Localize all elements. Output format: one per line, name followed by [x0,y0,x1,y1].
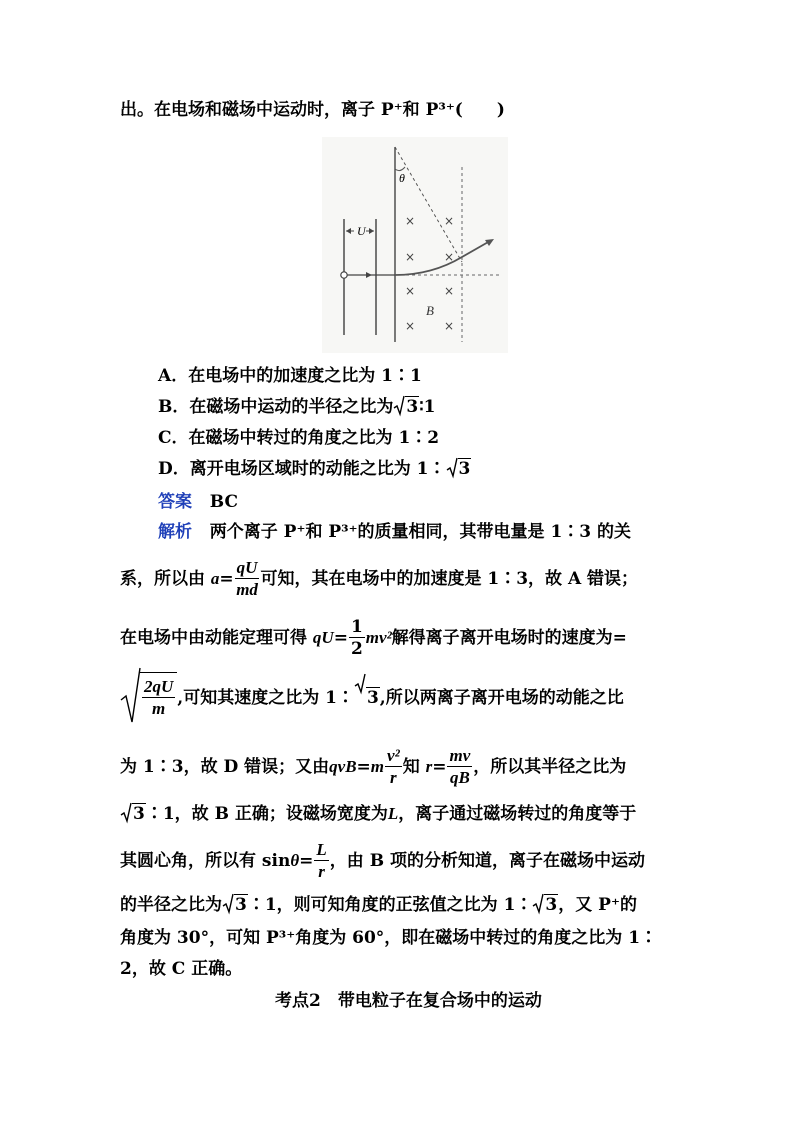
analysis-line-7: 其圆心角，所以有 sinθ= $\frac{L}{r}$ ，由 B 项的分析知道，离子在磁场中运动 [120,840,645,881]
sqrt-symbol: 3 [222,893,248,917]
section-title: 考点2 带电粒子在复合场中的运动 [275,991,542,1011]
answer-value: BC [209,492,238,512]
analysis-line-9: 角度为 30°，可知 P³⁺角度为 60°，即在磁场中转过的角度之比为 1∶ [120,928,658,948]
option-c: C．在磁场中转过的角度之比为 1∶2 [158,428,440,448]
sqrt-symbol: 3 [354,673,380,723]
fraction: $\frac{1}{2}$ [350,617,363,659]
option-d: D．离开电场区域时的动能之比为 1∶ 3 [158,459,471,479]
analysis-line-6: 3∶1，故 B 正确；设磁场宽度为L，离子通过磁场转过的角度等于 [120,802,636,826]
analysis-line-10: 2，故 C 正确。 [120,959,243,979]
analysis-line-1: 解析 两个离子 P⁺和 P³⁺的质量相同，其带电量是 1∶3 的关 [158,522,632,542]
sqrt-symbol: 3 [120,802,146,826]
sqrt-symbol: 3 [393,395,419,419]
radius-line [395,147,462,262]
label-B: B [426,303,434,318]
analysis-line-3: 在电场中由动能定理可得 qU= $\frac{1}{2}$ mv²解得离子离开电场时的速度为= [120,617,627,659]
analysis-line-2: 系，所以由 a= $\frac{qU}{md}$ 可知，其在电场中的加速度是 1∶3，故 A 错误； [120,558,639,599]
field-cross: × [444,214,455,228]
analysis-line-8: 的半径之比为 3∶1，则可知角度的正弦值之比为 1∶ 3，又 P⁺的 [120,895,637,915]
physics-figure [322,137,508,353]
answer-label: 答案 [158,492,192,512]
option-b: B．在磁场中运动的半径之比为 3∶1 [158,397,436,417]
particle-source [341,272,347,278]
option-a: A．在电场中的加速度之比为 1∶1 [158,366,422,386]
answer-line [158,490,238,514]
question-tail: 出。在电场和磁场中运动时，离子 P⁺和 P³⁺( ) [120,100,505,120]
field-cross: × [405,214,416,228]
fraction: $\frac{qU}{md}$ [236,558,258,599]
field-cross: × [444,250,455,264]
analysis-label: 解析 [158,522,192,542]
analysis-line-4: $\frac{2qU}{m}$ ,可知其速度之比为 1∶ 3,所以两离子离开电场的动能之比 [120,672,624,723]
sqrt-symbol: 3 [446,457,472,481]
label-U: U [357,224,366,238]
field-diagram [322,137,508,353]
field-cross: × [405,319,416,333]
sqrt-symbol: 3 [532,893,558,917]
analysis-line-5: 为 1∶3，故 D 错误；又由qvB=m $\frac{\text{v²}}{r}$ 知 r= $\frac{mv}{qB}$ ，所以其半径之比为 [120,746,627,787]
label-theta: θ [399,171,405,185]
field-cross: × [444,319,455,333]
field-cross: × [405,250,416,264]
sqrt-symbol: $\frac{2qU}{m}$ [120,672,177,723]
field-cross: × [405,284,416,298]
field-cross: × [444,284,455,298]
